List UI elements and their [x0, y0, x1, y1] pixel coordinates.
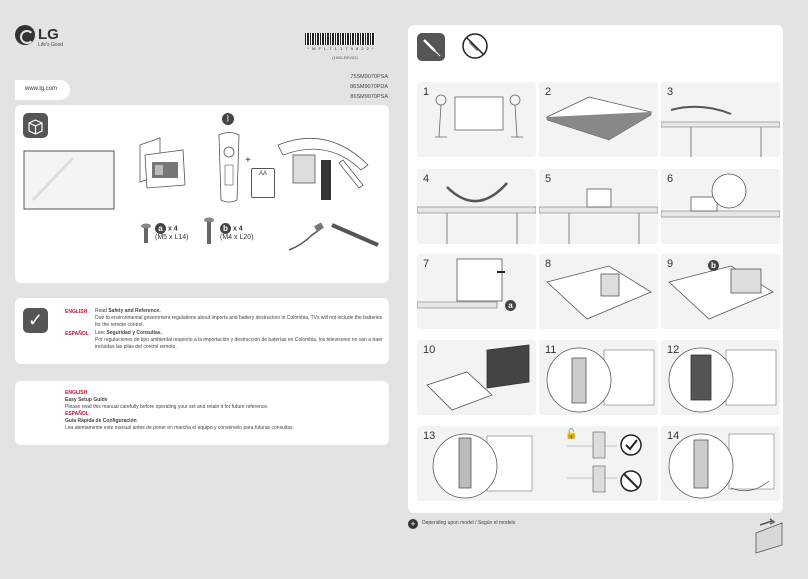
step-card-3 — [661, 82, 780, 157]
screw-a-icon — [140, 223, 152, 245]
screwdriver-icon — [417, 33, 445, 61]
step-number: 2 — [545, 86, 552, 98]
part-number: (1906-REV02) — [332, 55, 358, 60]
cable-tie-illustration — [330, 220, 380, 250]
step-number: 14 — [667, 430, 680, 442]
step-number: 9 — [667, 258, 674, 270]
step-card-1 — [417, 82, 536, 157]
step-card-5 — [539, 169, 658, 244]
safety-es-body: Por regulaciones de tipo ambiental respecto a la importación y destrucción de baterías en Colombia, los televisores no van a traer incluidas las pilas del control remoto. — [95, 337, 383, 350]
step-illustration — [661, 254, 780, 329]
step-card-7 — [417, 254, 536, 329]
step-illustration — [539, 82, 658, 157]
safety-es-read: Leer — [95, 330, 106, 336]
model-item: 86SM9070PDA — [350, 84, 388, 90]
box-icon — [23, 113, 48, 138]
step-number: 3 — [667, 86, 674, 98]
step-card-2 — [539, 82, 658, 157]
step-number: 12 — [667, 344, 680, 356]
step-number: 13 — [423, 430, 436, 442]
step-illustration — [661, 340, 780, 415]
step-illustration — [417, 340, 536, 415]
safety-en-read: Read — [95, 308, 107, 314]
barcode-text: * M F L 7 1 1 7 9 8 2 2 * — [307, 46, 375, 51]
guide-en-title: Easy Setup Guide — [65, 397, 108, 403]
step-illustration — [417, 169, 536, 244]
manual-illustration — [135, 130, 190, 190]
cable-illustration — [287, 220, 327, 255]
guide-text — [65, 390, 375, 432]
step-card-12 — [661, 340, 780, 415]
bluetooth-icon: ᛒ — [222, 113, 234, 125]
tv-illustration — [23, 150, 115, 210]
remote-illustration — [215, 130, 243, 205]
safety-en-label: ENGLISH — [65, 309, 88, 315]
step-card-13 — [417, 426, 658, 501]
screw-b-qty: x 4 — [232, 225, 243, 233]
model-dependent-icon: + — [408, 519, 418, 529]
step-illustration — [661, 426, 780, 501]
safety-en-title: Safety and Reference. — [108, 308, 161, 314]
step-number: 1 — [423, 86, 430, 98]
guide-es-label: ESPAÑOL — [65, 411, 89, 417]
screw-b-label — [220, 223, 253, 241]
step-number: 8 — [545, 258, 552, 270]
checkmark-badge-icon: ✓ — [23, 308, 48, 333]
screw-b-marker: b — [708, 260, 719, 271]
guide-panel — [15, 381, 389, 445]
footnote: Depending upon model / Según el modelo — [422, 520, 516, 526]
step-illustration — [539, 340, 658, 415]
step-illustration — [661, 169, 780, 244]
step-number: 6 — [667, 173, 674, 185]
lg-logo-icon — [15, 25, 35, 45]
lock-icon: 🔓 — [565, 429, 578, 440]
screw-a-letter: a — [155, 223, 166, 234]
plus-icon: + — [245, 155, 251, 166]
screw-b-icon — [203, 217, 215, 247]
step-number: 10 — [423, 344, 436, 356]
step-number: 4 — [423, 173, 430, 185]
screw-a-size: (M5 x L14) — [155, 234, 189, 241]
step-card-9 — [661, 254, 780, 329]
guide-en-body: Please read this manual carefully before operating your set and retain it for future reference. — [65, 404, 269, 410]
battery-type: AA — [258, 171, 267, 177]
screw-a-qty: x 4 — [167, 225, 178, 233]
screw-b-letter: b — [220, 223, 231, 234]
barcode — [305, 33, 375, 45]
step-number: 11 — [545, 344, 557, 356]
step-illustration — [417, 426, 658, 501]
step-card-11 — [539, 340, 658, 415]
safety-en-text — [95, 308, 385, 329]
model-item: 86SM9070PSA — [350, 94, 388, 100]
step-card-8 — [539, 254, 658, 329]
step-card-10 — [417, 340, 536, 415]
page-turn-icon — [752, 515, 786, 555]
safety-es-title: Seguridad y Consultas. — [106, 330, 162, 336]
no-cleaning-icon — [461, 32, 489, 60]
model-item: 75SM9070PSA — [350, 74, 388, 80]
safety-es-text — [95, 330, 385, 351]
step-card-6 — [661, 169, 780, 244]
model-list — [330, 72, 388, 102]
screw-a-marker: a — [505, 300, 516, 311]
screw-b-size: (M4 x L20) — [220, 234, 254, 241]
guide-en-label: ENGLISH — [65, 390, 88, 396]
stand-illustration — [273, 130, 373, 205]
guide-es-body: Lea atentamente este manual antes de poner en marcha el equipo y consérvelo para futuras consultas. — [65, 425, 295, 431]
batteries — [251, 168, 275, 198]
guide-es-title: Guía Rápida de Configuración — [65, 418, 137, 424]
step-number: 7 — [423, 258, 430, 270]
website-url[interactable]: www.lg.com — [15, 80, 70, 100]
safety-es-label: ESPAÑOL — [65, 331, 89, 337]
brand-slogan: Life's Good — [38, 42, 64, 48]
package-contents-panel — [15, 105, 389, 283]
screw-a-label — [155, 223, 188, 241]
step-illustration — [539, 169, 658, 244]
brand-name: LG — [38, 26, 59, 43]
safety-panel — [15, 298, 389, 364]
step-illustration — [417, 82, 536, 157]
step-number: 5 — [545, 173, 552, 185]
step-card-14 — [661, 426, 780, 501]
step-illustration — [539, 254, 658, 329]
step-illustration — [417, 254, 536, 329]
step-card-4 — [417, 169, 536, 244]
step-illustration — [661, 82, 780, 157]
safety-en-body: Due to environmental government regulations about imports and battery destruction in Colombia, TVs will not include the batteries for the remote control. — [95, 315, 383, 328]
